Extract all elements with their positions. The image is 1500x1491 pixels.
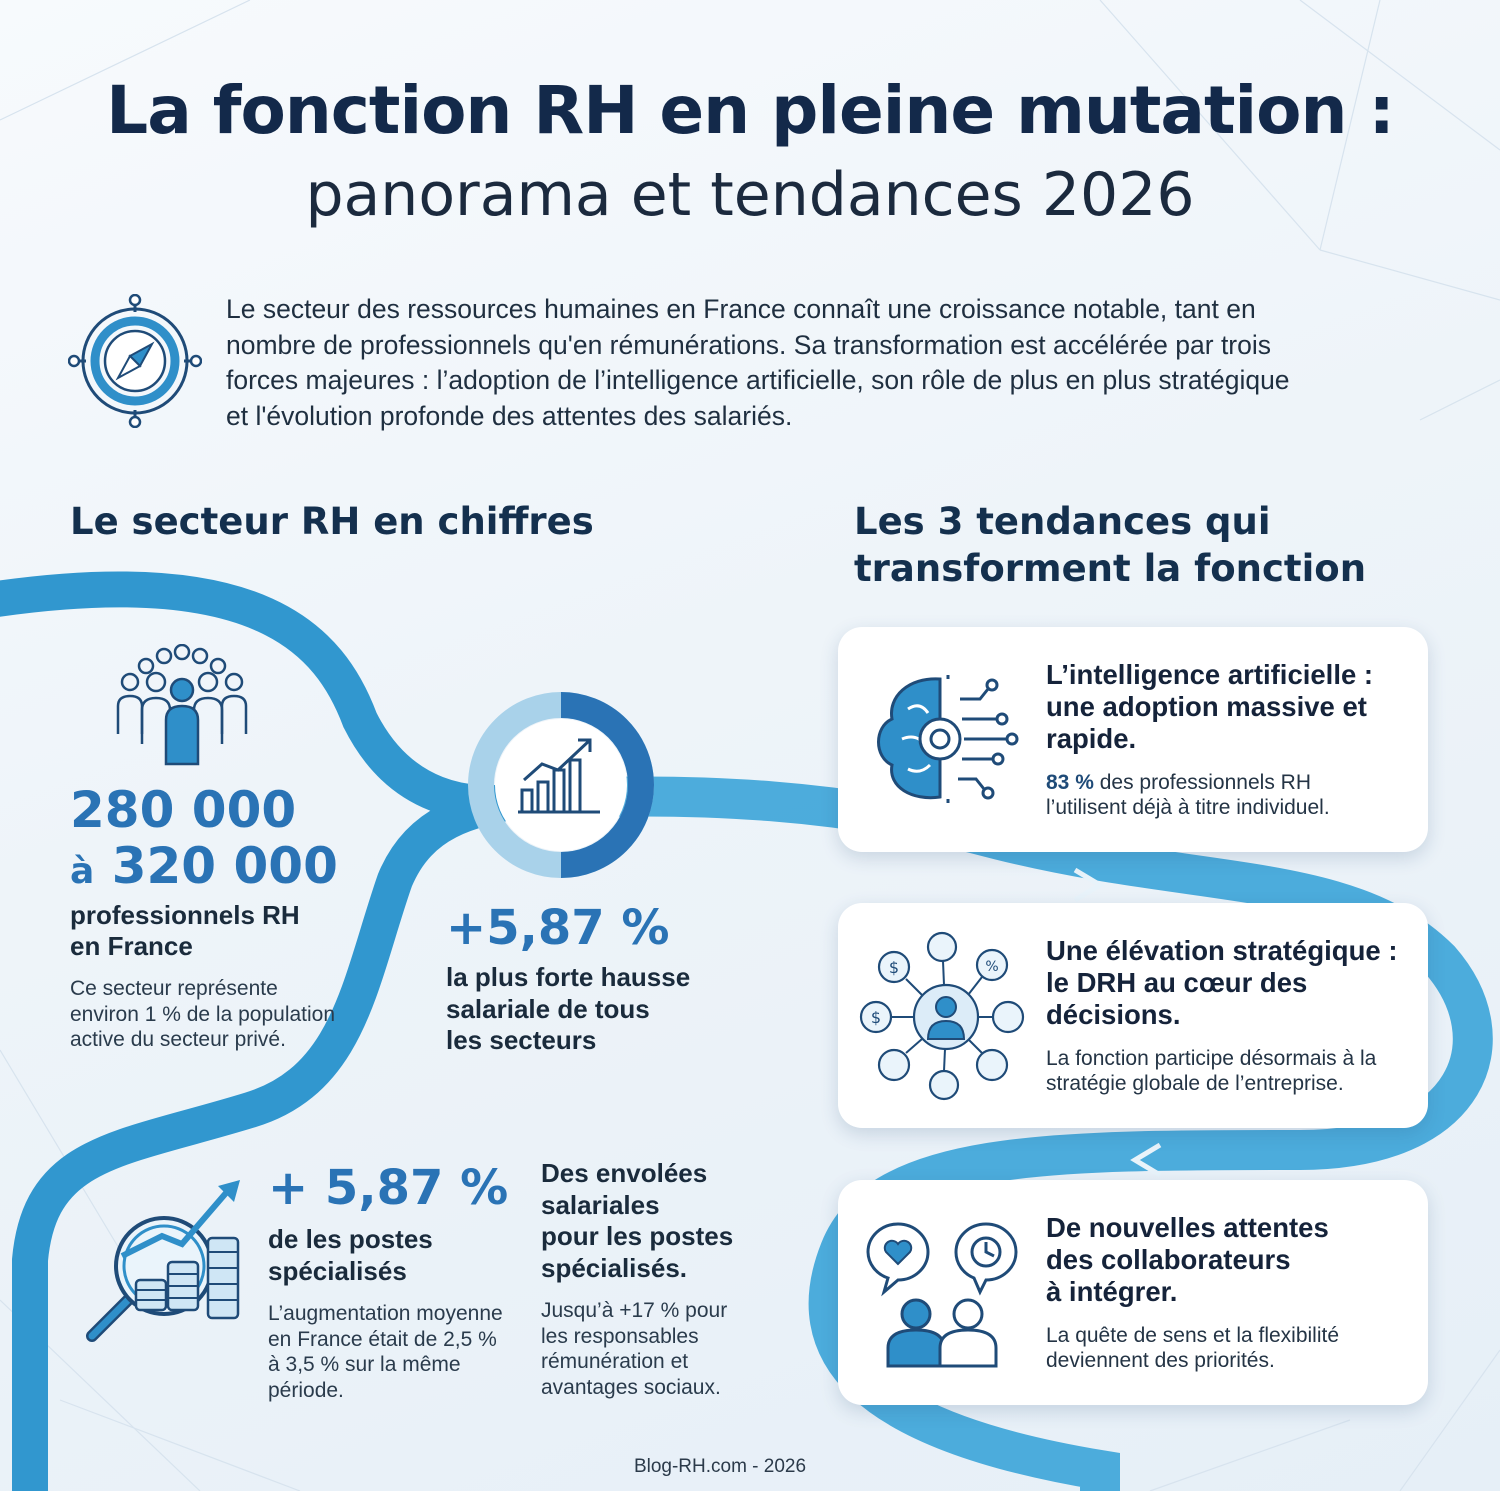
- trend-card-text-line: deviennent des priorités.: [1046, 1349, 1275, 1372]
- professionals-desc-line: Ce secteur représente: [70, 977, 278, 1000]
- intro-line: nombre de professionnels qu'en rémunérations. Sa transformation est accélérée par trois: [226, 329, 1272, 360]
- envolees-desc-line: avantages sociaux.: [541, 1375, 721, 1399]
- professionals-number-line2: [70, 838, 338, 900]
- professionals-label: [70, 900, 300, 962]
- trend-card-title-line: De nouvelles attentes: [1046, 1212, 1329, 1243]
- people-crowd-icon: [112, 644, 252, 768]
- salary-number: +5,87 %: [446, 900, 670, 956]
- specialized-label-line: spécialisés: [268, 1255, 407, 1286]
- footer-credit: Blog-RH.com - 2026: [633, 1456, 807, 1477]
- specialized-desc-line: à 3,5 % sur la même: [268, 1353, 461, 1376]
- trend-card-title: [1046, 935, 1397, 1031]
- specialized-description: [268, 1301, 503, 1403]
- professionals-number-prefix: à: [70, 851, 95, 892]
- trend-card-title-line: rapide.: [1046, 723, 1137, 754]
- intro-paragraph: [226, 292, 1436, 434]
- trend-card-text: [1046, 770, 1330, 820]
- professionals-desc-line: environ 1 % de la population: [70, 1002, 336, 1026]
- envolees-desc-line: rémunération et: [541, 1350, 689, 1373]
- trend-card-expectations: [838, 1180, 1428, 1405]
- trend-card-title-line: L’intelligence artificielle :: [1046, 659, 1374, 690]
- svg-text:$: $: [888, 958, 900, 977]
- compass-icon: [68, 294, 202, 428]
- trend-card-text-line: stratégie globale de l’entreprise.: [1046, 1072, 1344, 1095]
- trend-card-title: [1046, 1212, 1329, 1308]
- envolees-desc-line: les responsables: [541, 1324, 699, 1348]
- specialized-desc-line: L’augmentation moyenne: [268, 1302, 503, 1325]
- salary-label-line: les secteurs: [446, 1025, 597, 1055]
- page-subtitle: panorama et tendances 2026: [305, 160, 1195, 230]
- trends-title-line: Les 3 tendances qui: [854, 500, 1271, 543]
- trend-card-title-line: à intégrer.: [1046, 1276, 1178, 1307]
- trend-card-title-line: des collaborateurs: [1046, 1244, 1291, 1275]
- envolees-title-line: spécialisés.: [541, 1252, 687, 1283]
- envolees-title-line: pour les postes: [541, 1221, 734, 1251]
- salary-label-line: salariale de tous: [446, 993, 650, 1024]
- professionals-label-line: en France: [70, 931, 193, 961]
- drh-network-icon: [856, 931, 1036, 1103]
- trends-title-line: transforment la fonction: [854, 547, 1367, 590]
- trend-card-title-line: le DRH au cœur des: [1046, 967, 1308, 998]
- collaborators-icon: [860, 1218, 1030, 1368]
- svg-text:$: $: [870, 1008, 882, 1027]
- envolees-title-line: Des envolées: [541, 1158, 708, 1188]
- professionals-description: [70, 976, 335, 1053]
- ai-adoption-highlight: 83 %: [1046, 771, 1094, 794]
- professionals-number-value: 320 000: [111, 837, 338, 895]
- professionals-desc-line: active du secteur privé.: [70, 1028, 286, 1051]
- stats-section-title: Le secteur RH en chiffres: [70, 500, 594, 543]
- trend-card-text-line: [1046, 770, 1330, 795]
- intro-line: Le secteur des ressources humaines en France connaît une croissance notable, tant en: [226, 294, 1256, 324]
- specialized-desc-line: en France était de 2,5 %: [268, 1327, 497, 1351]
- trend-card-text-line: La quête de sens et la flexibilité: [1046, 1324, 1340, 1347]
- magnifier-coins-icon: [82, 1176, 252, 1352]
- trend-card-text: [1046, 1046, 1376, 1096]
- trend-card-strategic: [838, 903, 1428, 1128]
- salary-label: [446, 962, 690, 1057]
- page-title: La fonction RH en pleine mutation :: [106, 72, 1394, 149]
- intro-line: et l'évolution profonde des attentes des salariés.: [226, 400, 793, 431]
- svg-text:%: %: [985, 959, 999, 975]
- trends-section-title: [854, 498, 1366, 592]
- trend-card-title-line: une adoption massive et: [1046, 691, 1367, 722]
- specialized-number: + 5,87 %: [268, 1160, 509, 1216]
- trend-card-text-line: La fonction participe désormais à la: [1046, 1047, 1377, 1070]
- ai-brain-icon: [868, 669, 1028, 809]
- specialized-desc-line: période.: [268, 1378, 344, 1402]
- specialized-label: [268, 1224, 433, 1287]
- trend-card-text: [1046, 1323, 1339, 1373]
- specialized-label-line: de les postes: [268, 1224, 433, 1254]
- salary-label-line: la plus forte hausse: [446, 962, 691, 992]
- envolees-desc-line: Jusqu’à +17 % pour: [541, 1299, 728, 1322]
- envolees-description: [541, 1298, 727, 1400]
- trend-card-title: [1046, 659, 1373, 755]
- trend-card-text-line: l’utilisent déjà à titre individuel.: [1046, 796, 1330, 819]
- envolees-title-line: salariales: [541, 1189, 660, 1220]
- trend-card-title-line: décisions.: [1046, 999, 1181, 1030]
- professionals-number-line1: 280 000: [70, 781, 297, 839]
- professionals-label-line: professionnels RH: [70, 900, 300, 930]
- envolees-title: [541, 1158, 733, 1284]
- intro-line: forces majeures : l’adoption de l’intelligence artificielle, son rôle de plus en plus stratégique: [226, 365, 1290, 395]
- trend-card-ai: [838, 627, 1428, 852]
- trend-card-title-line: Une élévation stratégique :: [1046, 935, 1398, 966]
- growth-chart-donut-icon: [466, 690, 656, 880]
- trend-card-text-rest: des professionnels RH: [1093, 771, 1311, 794]
